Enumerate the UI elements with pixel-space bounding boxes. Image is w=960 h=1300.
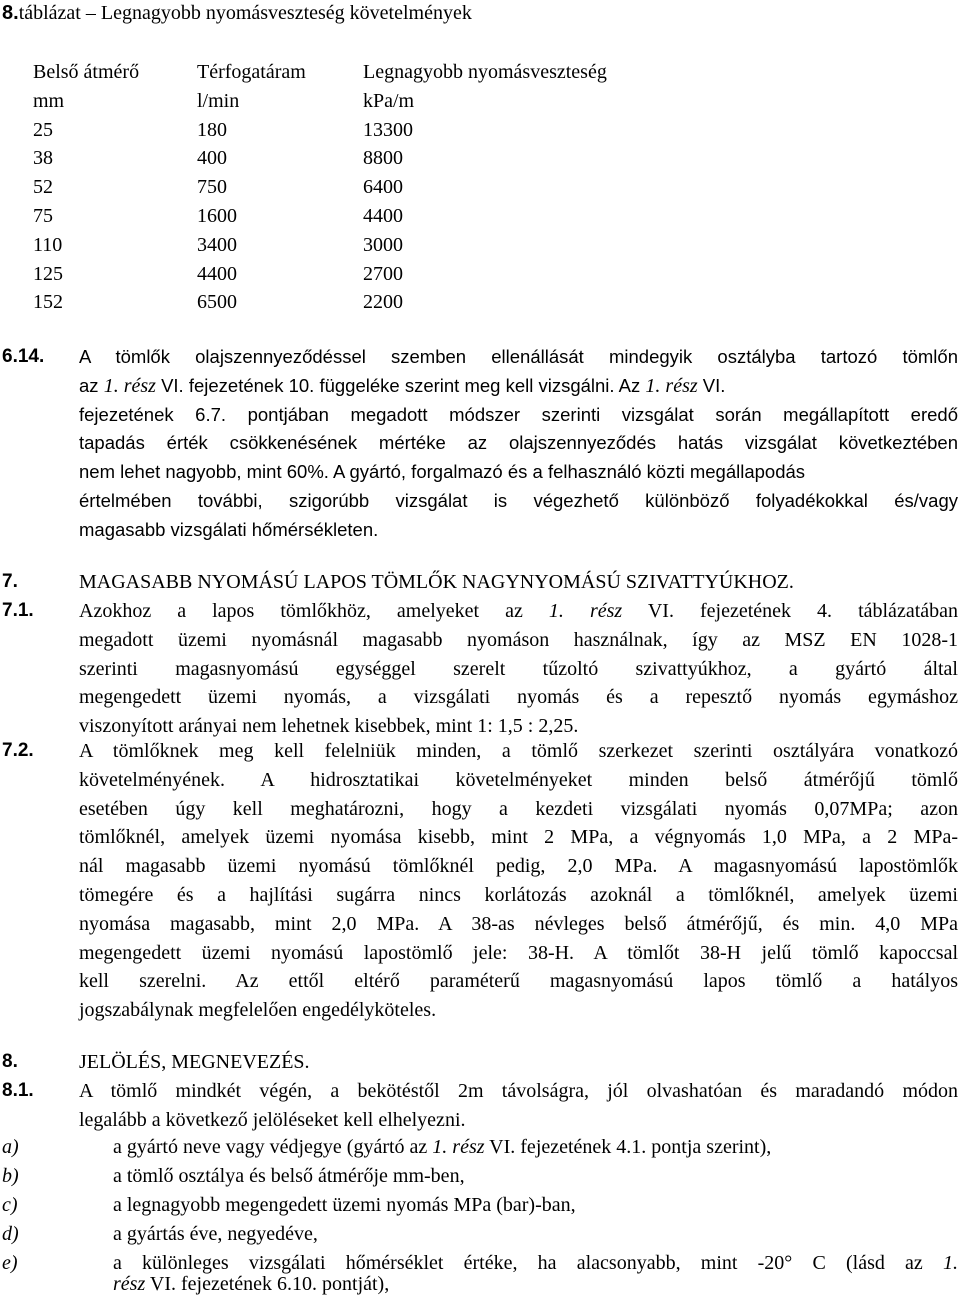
italic-reference: 1. rész xyxy=(432,1136,485,1158)
table-header-cell: Legnagyobb nyomásveszteség xyxy=(363,61,607,83)
list-text: a gyártás éve, negyedéve, xyxy=(113,1223,318,1245)
section-number-7: 7. xyxy=(2,571,18,592)
text-run: a gyártó neve vagy védjegye (gyártó az xyxy=(113,1136,428,1158)
table-unit-cell: mm xyxy=(33,89,65,112)
table-cell: 125 xyxy=(33,262,63,285)
text-run: VI. xyxy=(702,374,726,396)
table-cell: 110 xyxy=(33,233,63,256)
list-item-e-continuation xyxy=(0,1270,958,1299)
table-cell: 750 xyxy=(197,176,227,199)
section-number-8: 8. xyxy=(2,1051,18,1072)
paragraph-line: tömlőknél, amelyek üzemi nyomása kisebb, mint 2 MPa, a végnyomás 1,0 MPa, a 2 MPa- xyxy=(79,826,958,849)
paragraph-line: megengedett üzemi nyomású lapostömlő jele: 38-H. A tömlőt 38-H jelű tömlő kapoccsal xyxy=(79,941,958,964)
text-run: VI. fejezetének 10. függeléke szerint meg kell vizsgálni. Az xyxy=(161,374,641,396)
list-item-d xyxy=(0,1220,958,1249)
table-title-text: táblázat – Legnagyobb nyomásveszteség követelmények xyxy=(18,2,472,24)
paragraph-line: követelményének. A hidrosztatikai követelményeket minden belső átmérőjű tömlő xyxy=(79,768,958,791)
table-title xyxy=(2,1,472,25)
table-cell: 2700 xyxy=(363,262,403,285)
table-cell: 6500 xyxy=(197,291,237,314)
paragraph-line xyxy=(79,458,958,487)
table-header-cell: Térfogatáram xyxy=(197,61,306,83)
text-run: VI. fejezetének 6.10. pontját), xyxy=(149,1273,390,1295)
paragraph-line: értelmében további, szigorúbb vizsgálat is végezhető különböző folyadékokkal és/vagy xyxy=(79,489,958,511)
paragraph-line: megadott üzemi nyomásnál magasabb nyomáson használnak, így az MSZ EN 1028-1 xyxy=(79,628,958,651)
section-7-heading: MAGASABB NYOMÁSÚ LAPOS TÖMLŐK NAGYNYOMÁSÚ SZIVATTYÚKHOZ. xyxy=(79,571,794,593)
paragraph-line: esetében úgy kell meghatározni, hogy a kezdeti vizsgálati nyomás 0,07MPa; azon xyxy=(79,797,958,820)
list-label: d) xyxy=(2,1223,19,1245)
list-item-c xyxy=(0,1191,958,1220)
table-cell: 8800 xyxy=(363,147,403,170)
paragraph-line: magasabb vizsgálati hőmérsékleten. xyxy=(79,518,379,540)
list-text: a legnagyobb megengedett üzemi nyomás MPa (bar)-ban, xyxy=(113,1194,576,1216)
italic-reference: 1. rész xyxy=(548,600,623,622)
paragraph-line: viszonyított arányai nem lehetnek kisebbek, mint 1: 1,5 : 2,25. xyxy=(79,715,579,738)
italic-reference: 1. rész xyxy=(103,374,156,397)
text-run: VI. fejezetének 4. táblázatában xyxy=(647,600,958,622)
table-cell: 13300 xyxy=(363,118,413,141)
paragraph-line: A tömlők olajszennyeződéssel szemben ellenállását mindegyik osztályba tartozó tömlőn xyxy=(79,346,958,367)
section-8-heading: JELÖLÉS, MEGNEVEZÉS. xyxy=(79,1051,310,1073)
table-cell: 1600 xyxy=(197,204,237,227)
section-number-6-14: 6.14. xyxy=(2,346,45,367)
section-number-8-1: 8.1. xyxy=(2,1080,34,1101)
table-cell: 4400 xyxy=(363,204,403,227)
italic-reference: rész xyxy=(113,1273,146,1295)
table-cell: 38 xyxy=(33,147,53,170)
list-label: b) xyxy=(2,1165,19,1187)
table-header-cell: Belső átmérő xyxy=(33,61,140,83)
list-text xyxy=(113,1270,389,1299)
table-unit-cell: kPa/m xyxy=(363,89,415,112)
paragraph-line: tömegére és a hajlítási sugárra nincs korlátozás azoknál a tömlőknél, amelyek üzemi xyxy=(79,883,958,906)
list-label: a) xyxy=(2,1136,19,1158)
paragraph-line: megengedett üzemi nyomás, a vizsgálati nyomás és a repesztő nyomás egymáshoz xyxy=(79,686,958,709)
table-cell: 152 xyxy=(33,291,63,314)
paragraph-line: A tömlőknek meg kell felelniük minden, a tömlő szerkezet szerinti osztályára vonatkozó xyxy=(79,740,958,762)
list-item-b xyxy=(0,1162,958,1191)
paragraph-line xyxy=(79,372,958,401)
paragraph-line: nyomása magasabb, mint 2,0 MPa. A 38-as névleges belső átmérőjű, és min. 4,0 MPa xyxy=(79,912,958,935)
list-text xyxy=(113,1133,771,1162)
table-title-number: 8. xyxy=(2,2,19,24)
table-cell: 3000 xyxy=(363,233,403,256)
table-cell: 75 xyxy=(33,204,53,227)
section-7-1-paragraph xyxy=(79,597,958,741)
table-cell: 6400 xyxy=(363,176,403,199)
paragraph-line: jogszabálynak megfelelően engedélyköteles. xyxy=(79,999,437,1022)
text-run: A gyártó, forgalmazó és a felhasználó közti megállapodás xyxy=(333,461,806,483)
text-run: Azokhoz a lapos tömlőkhöz, amelyeket az xyxy=(79,600,523,622)
text-run: nem lehet nagyobb, mint 60%. xyxy=(79,461,329,483)
text-run: VI. fejezetének 4.1. pontja szerint), xyxy=(489,1136,772,1158)
paragraph-line: legalább a következő jelöléseket kell elhelyezni. xyxy=(79,1108,466,1131)
section-7-2-paragraph xyxy=(79,737,958,1025)
table-cell: 52 xyxy=(33,176,53,199)
italic-reference: 1. xyxy=(943,1252,958,1274)
paragraph-line: nál magasabb üzemi nyomású tömlőknél pedig, 2,0 MPa. A magasnyomású lapostömlők xyxy=(79,855,958,878)
list-label: e) xyxy=(2,1252,18,1274)
paragraph-line: fejezetének 6.7. pontjában megadott módszer szerinti vizsgálat során megállapított eredő xyxy=(79,403,958,425)
table-unit-cell: l/min xyxy=(197,89,240,112)
table-cell: 400 xyxy=(197,147,227,170)
section-8-1-paragraph xyxy=(79,1077,958,1135)
table-cell: 25 xyxy=(33,118,53,141)
list-label: c) xyxy=(2,1194,18,1216)
text-run: az xyxy=(79,374,99,396)
table-cell: 2200 xyxy=(363,291,403,314)
table-cell: 180 xyxy=(197,118,227,141)
paragraph-line: A tömlő mindkét végén, a bekötéstől 2m távolságra, jól olvashatóan és maradandó módon xyxy=(79,1080,958,1102)
section-6-14-paragraph xyxy=(79,343,958,545)
table-cell: 4400 xyxy=(197,262,237,285)
section-number-7-2: 7.2. xyxy=(2,740,34,761)
paragraph-line: szerinti magasnyomású egységgel szerelt tűzoltó szivattyúkhoz, a gyártó által xyxy=(79,657,958,680)
text-run: a különleges vizsgálati hőmérséklet értéke, ha alacsonyabb, mint -20° C (lásd az xyxy=(113,1252,923,1274)
list-text: a tömlő osztálya és belső átmérője mm-ben, xyxy=(113,1165,465,1187)
list-item-a xyxy=(0,1133,958,1162)
section-number-7-1: 7.1. xyxy=(2,600,34,621)
table-cell: 3400 xyxy=(197,233,237,256)
paragraph-line: kell szerelni. Az ettől eltérő paraméterű magasnyomású lapos tömlő a hatályos xyxy=(79,970,958,993)
paragraph-line xyxy=(79,597,958,626)
paragraph-line: tapadás érték csökkenésének mértéke az olajszennyeződés hatás vizsgálat következtében xyxy=(79,432,958,454)
italic-reference: 1. rész xyxy=(645,374,698,397)
